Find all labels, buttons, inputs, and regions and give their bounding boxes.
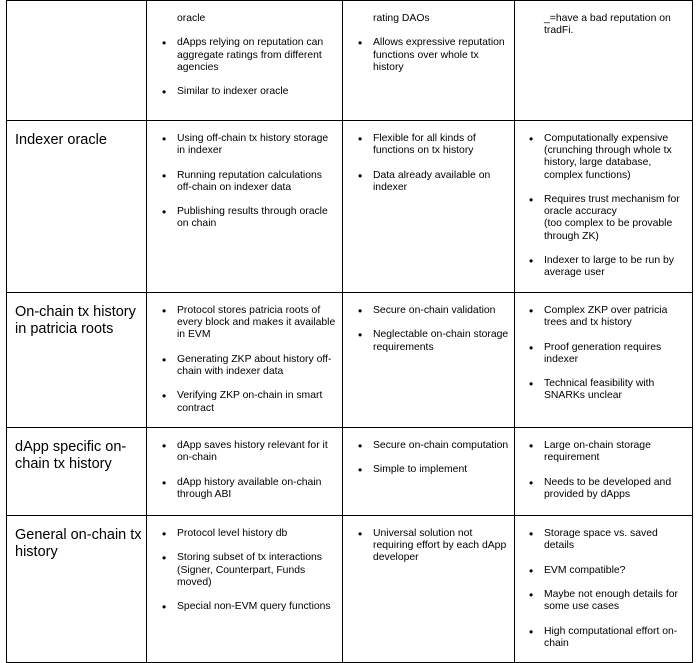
bullet-item: • Generating ZKP about history off-chain with indexer data [177, 354, 338, 378]
details-cell [147, 121, 343, 293]
bullet-item: • Indexer to large to be run by average user [544, 255, 690, 279]
bullet-item: • Allows expressive reputation functions over whole tx history [373, 37, 510, 74]
bullet-item: • Protocol level history db [177, 528, 338, 540]
bullet-item: • Publishing results through oracle on chain [177, 206, 338, 230]
bullet-list [373, 305, 510, 354]
bullet-item: • Complex ZKP over patricia trees and tx history [544, 305, 690, 329]
continuation-text: rating DAOs [373, 13, 430, 24]
bullet-item: • High computational effort on-chain [544, 626, 690, 650]
bullet-item: • dApp history available on-chain through ABI [177, 477, 338, 501]
approach-name-cell: General on-chain tx history [7, 515, 147, 662]
pros-cell [343, 121, 515, 293]
approach-name-cell [7, 1, 147, 121]
cons-cell [515, 121, 693, 293]
cons-cell [515, 427, 693, 515]
bullet-list [177, 13, 338, 98]
bullet-item: • Proof generation requires indexer [544, 342, 690, 366]
bullet-item: • Using off-chain tx history storage in indexer [177, 133, 338, 157]
bullet-item: • Simple to implement [373, 464, 510, 476]
bullet-list [544, 305, 690, 403]
pros-cell [343, 1, 515, 121]
details-cell [147, 293, 343, 428]
bullet-list [544, 440, 690, 501]
table-row [7, 427, 693, 515]
bullet-item: • Special non-EVM query functions [177, 601, 338, 613]
bullet-item: • Technical feasibility with SNARKs unclear [544, 378, 690, 402]
bullet-list [177, 305, 338, 415]
bullet-item: • Secure on-chain validation [373, 305, 510, 317]
bullet-item: • Computationally expensive (crunching through whole tx history, large database, complex functions) [544, 133, 690, 182]
bullet-item: • Data already available on indexer [373, 170, 510, 194]
comparison-table [6, 0, 693, 663]
bullet-item: • Requires trust mechanism for oracle accuracy (too complex to be provable through ZK) [544, 194, 690, 243]
bullet-item: • EVM compatible? [544, 565, 690, 577]
bullet-item: • Storing subset of tx interactions (Signer, Counterpart, Funds moved) [177, 552, 338, 589]
bullet-list [177, 528, 338, 613]
bullet-list [177, 440, 338, 501]
bullet-item: • dApp saves history relevant for it on-chain [177, 440, 338, 464]
bullet-item: • Storage space vs. saved details [544, 528, 690, 552]
comparison-table-body [7, 1, 693, 663]
bullet-item: • Universal solution not requiring effort by each dApp developer [373, 528, 510, 565]
bullet-item: • Running reputation calculations off-chain on indexer data [177, 170, 338, 194]
bullet-item: • Neglectable on-chain storage requirements [373, 329, 510, 353]
bullet-list [544, 133, 690, 279]
bullet-list [373, 133, 510, 194]
bullet-list [373, 528, 510, 565]
table-row [7, 1, 693, 121]
bullet-item: • Similar to indexer oracle [177, 86, 338, 98]
bullet-list [544, 13, 690, 37]
bullet-list [544, 528, 690, 650]
details-cell [147, 515, 343, 662]
table-row [7, 515, 693, 662]
table-row [7, 293, 693, 428]
table-row [7, 121, 693, 293]
bullet-item: • Flexible for all kinds of functions on tx history [373, 133, 510, 157]
bullet-list [373, 440, 510, 477]
details-cell [147, 1, 343, 121]
bullet-item: • Maybe not enough details for some use cases [544, 589, 690, 613]
cons-cell [515, 515, 693, 662]
cons-cell [515, 293, 693, 428]
bullet-item: • Large on-chain storage requirement [544, 440, 690, 464]
cons-cell [515, 1, 693, 121]
pros-cell [343, 515, 515, 662]
bullet-item: • Verifying ZKP on-chain in smart contract [177, 390, 338, 414]
pros-cell [343, 427, 515, 515]
pros-cell [343, 293, 515, 428]
bullet-item: • Needs to be developed and provided by dApps [544, 477, 690, 501]
bullet-item: • Secure on-chain computation [373, 440, 510, 452]
continuation-text: oracle [177, 13, 206, 24]
details-cell [147, 427, 343, 515]
bullet-item: • dApps relying on reputation can aggregate ratings from different agencies [177, 37, 338, 74]
approach-name-cell: On-chain tx history in patricia roots [7, 293, 147, 428]
bullet-list [177, 133, 338, 231]
approach-name-cell: Indexer oracle [7, 121, 147, 293]
continuation-text: _=have a bad reputation on tradFi. [544, 13, 671, 37]
bullet-item: • Protocol stores patricia roots of every block and makes it available in EVM [177, 305, 338, 342]
bullet-list [373, 13, 510, 74]
approach-name-cell: dApp specific on-chain tx history [7, 427, 147, 515]
